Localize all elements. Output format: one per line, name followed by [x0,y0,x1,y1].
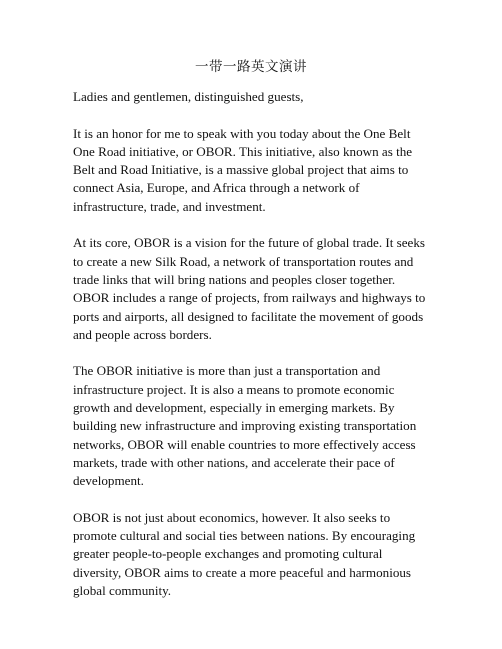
cultural-paragraph: OBOR is not just about economics, however. It also seeks to promote cultural and social ties between nations. By encouraging greater people-to-people exchanges and promoting cultural diversity, OBOR aims to create a more peaceful and harmonious global community. [73,509,416,599]
vision-paragraph: At its core, OBOR is a vision for the future of global trade. It seeks to create a new Silk Road, a network of transportation routes and trade links that will bring nations and peoples closer together. OBOR includes a range of projects, from railways and highways to ports and airports, all designed to facilitate the movement of goods and people across borders. [73,235,426,342]
economic-paragraph: The OBOR initiative is more than just a transportation and infrastructure project. It is also a means to promote economic growth and development, especially in emerging markets. By building new infrastructure and improving existing transportation networks, OBOR will enable countries to more effectively access markets, trade with other nations, and accelerate their pace of development. [73,363,417,489]
salutation-paragraph: Ladies and gentlemen, distinguished guests, [73,89,304,104]
document-body [73,88,433,619]
intro-paragraph: It is an honor for me to speak with you today about the One Belt One Road initiative, or OBOR. This initiative, also known as the Belt and Road Initiative, is a massive global project that aims to connect Asia, Europe, and Africa through a network of infrastructure, trade, and investment. [73,125,413,214]
document-title: 一带一路英文演讲 [195,59,307,74]
